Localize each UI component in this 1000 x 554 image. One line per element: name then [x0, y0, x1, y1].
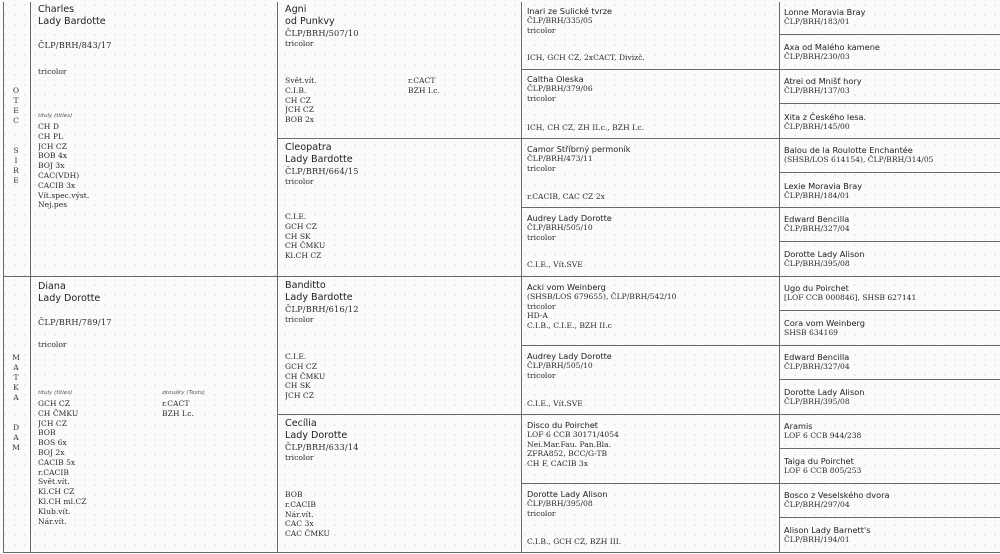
side-letter: E — [13, 176, 19, 185]
gen3-line: tricolor — [527, 25, 556, 35]
divider — [30, 2, 31, 552]
gen4-registration: (SHSB/LOS 614154), ČLP/BRH/314/05 — [784, 155, 934, 164]
gen4-registration: ČLP/BRH/137/03 — [784, 86, 850, 95]
gen3-name: Acki vom Weinberg — [527, 282, 606, 292]
gen3-line: tricolor — [527, 163, 556, 173]
gen3-line: tricolor — [527, 508, 556, 518]
title-item: GCH CZ — [285, 361, 317, 371]
gen3-line: tricolor — [527, 301, 556, 311]
dam-name-line2: Lady Dorotte — [38, 293, 101, 304]
gen4-name: Atrei od Mnišť hory — [784, 76, 862, 86]
gen4-cell — [784, 42, 998, 68]
ss-tests-list — [408, 76, 440, 96]
side-letter: R — [13, 166, 19, 175]
divider — [3, 276, 1000, 277]
gen4-registration: LOF 6 CCB 944/238 — [784, 431, 862, 440]
gen4-name: Lexie Moravia Bray — [784, 181, 863, 191]
side-letter: A — [13, 393, 19, 402]
ss-color: tricolor — [285, 38, 314, 48]
title-item: CH PL — [38, 131, 63, 141]
divider — [779, 2, 780, 552]
dd-registration: ČLP/BRH/633/14 — [285, 442, 359, 452]
title-item: CACIB 3x — [38, 180, 76, 190]
gen3-line: ČLP/BRH/395/08 — [527, 499, 593, 508]
ds-name-line1: Banditto — [285, 280, 326, 291]
title-item: CH SK — [285, 381, 311, 391]
sire-side-label — [9, 86, 23, 186]
ss-registration: ČLP/BRH/507/10 — [285, 28, 359, 38]
title-item: JCH CZ — [285, 391, 314, 401]
title-item: Kl.CH CZ — [38, 487, 75, 497]
title-item: r.CACIB — [38, 467, 69, 477]
gen3-bottom: C.I.E., Vít.SVE — [527, 260, 583, 269]
title-item: BOB 2x — [285, 115, 315, 125]
title-item: Svět.vít. — [38, 477, 70, 487]
divider — [779, 379, 1000, 380]
gen4-registration: ČLP/BRH/327/04 — [784, 362, 850, 371]
dam-tests-heading: zkoušky (Tests) — [162, 390, 205, 396]
dd-name-line2: Lady Dorotte — [285, 430, 348, 441]
sd-color: tricolor — [285, 176, 314, 186]
gen3-bottom: ICH, CH CZ, ZH II.c., BZH I.c. — [527, 123, 645, 132]
side-letter: A — [13, 433, 19, 442]
gen3-cell — [527, 213, 775, 275]
gen3-name: Inari ze Sulické tvrze — [527, 6, 613, 16]
dd-color: tricolor — [285, 452, 314, 462]
title-item: GCH CZ — [38, 399, 70, 408]
gen4-registration: SHSB 634169 — [784, 328, 839, 337]
sire-name-line2: Lady Bardotte — [38, 16, 106, 27]
divider — [779, 310, 1000, 311]
gen4-registration: ČLP/BRH/297/04 — [784, 500, 850, 509]
gen3-cell — [527, 144, 775, 206]
gen4-name: Edward Bencilla — [784, 214, 850, 224]
gen3-bottom: C.I.B., C.I.E., BZH II.c — [527, 320, 612, 330]
gen4-name: Xita z Českého lesa. — [784, 112, 867, 122]
gen3-line: Nei.Mar.Fau. Pan.Bla. — [527, 439, 612, 449]
sd-name-line1: Cleopatra — [285, 142, 332, 153]
gen3-cell — [527, 282, 775, 344]
gen4-registration: ČLP/BRH/395/08 — [784, 259, 850, 268]
gen4-cell — [784, 525, 998, 551]
gen4-cell — [784, 318, 998, 344]
divider — [3, 552, 1000, 553]
gen3-line: ČLP/BRH/335/05 — [527, 16, 593, 25]
title-item: Nár.vít. — [285, 509, 314, 519]
side-letter: E — [13, 106, 19, 115]
dam-dam-cell — [285, 418, 517, 551]
title-item: CAC ČMKU — [285, 529, 330, 539]
side-letter — [9, 403, 23, 413]
title-item: Nár.vít. — [38, 516, 67, 526]
test-item: BZH I.c. — [162, 408, 194, 418]
gen3-line: ČLP/BRH/473/11 — [527, 154, 593, 163]
ds-titles-list — [285, 352, 325, 401]
dam-sire-cell — [285, 280, 517, 412]
gen3-line: tricolor — [527, 232, 556, 242]
gen3-line: ČLP/BRH/379/06 — [527, 84, 593, 93]
title-item: CAC(VDH) — [38, 170, 80, 180]
title-item: BOB — [285, 490, 303, 499]
gen3-name: Dorotte Lady Alison — [527, 489, 608, 499]
title-item: Klub.vít. — [38, 506, 71, 516]
sd-name-line2: Lady Bardotte — [285, 154, 353, 165]
side-letter: O — [12, 86, 20, 95]
divider — [277, 414, 1000, 415]
title-item: Vít.spec.výst. — [38, 190, 90, 200]
gen4-registration: LOF 6 CCB 805/253 — [784, 466, 862, 475]
dam-registration: ČLP/BRH/789/17 — [38, 317, 112, 327]
title-item: BOB 4x — [38, 151, 68, 161]
gen4-cell — [784, 352, 998, 378]
title-item: GCH CZ — [285, 221, 317, 231]
gen4-cell — [784, 112, 998, 138]
side-letter: D — [12, 423, 20, 432]
dam-tests-list — [162, 399, 194, 419]
ss-name-line1: Agni — [285, 4, 307, 15]
gen3-cell — [527, 489, 775, 551]
gen4-registration: ČLP/BRH/184/01 — [784, 191, 850, 200]
gen3-bottom: r.CACIB, CAC CZ 2x — [527, 192, 605, 201]
test-item: r.CACT — [408, 76, 436, 85]
title-item: CH ČMKU — [285, 241, 326, 251]
side-letter — [9, 413, 23, 423]
side-letter: S — [13, 146, 19, 155]
gen4-name: Bosco z Veselského dvora — [784, 490, 890, 500]
side-letter: T — [13, 373, 19, 382]
gen3-name: Audrey Lady Dorotte — [527, 213, 612, 223]
gen4-registration: ČLP/BRH/327/04 — [784, 224, 850, 233]
gen4-name: Aramis — [784, 421, 813, 431]
title-item: Nej.pes — [38, 200, 68, 210]
sire-cell — [38, 4, 274, 274]
gen3-bottom: C.I.E., Vít.SVE — [527, 399, 583, 408]
side-letter — [9, 126, 23, 136]
gen4-cell — [784, 7, 998, 33]
gen3-bottom: ICH, GCH CZ, 2xCACT, Divizč. — [527, 53, 645, 62]
title-item: C.I.E. — [285, 352, 307, 361]
dam-side-label — [9, 353, 23, 453]
dam-titles-list — [38, 399, 87, 526]
title-item: BOJ 2x — [38, 447, 65, 457]
gen4-cell — [784, 421, 998, 447]
divider — [521, 345, 1000, 346]
gen4-registration: ČLP/BRH/183/01 — [784, 17, 850, 26]
gen3-cell — [527, 351, 775, 413]
test-item: r.CACT — [162, 399, 190, 408]
gen3-line: (SHSB/LOS 679655), ČLP/BRH/542/10 — [527, 292, 677, 301]
gen4-cell — [784, 490, 998, 516]
gen4-cell — [784, 181, 998, 207]
gen4-name: Ugo du Poirchet — [784, 283, 849, 293]
title-item: JCH CZ — [38, 418, 67, 428]
title-item: C.I.B. — [285, 85, 307, 95]
gen3-name: Disco du Poirchet — [527, 420, 599, 430]
gen4-registration: [LOF CCB 000846], SHSB 627141 — [784, 293, 917, 302]
divider — [779, 517, 1000, 518]
gen4-registration: ČLP/BRH/230/03 — [784, 52, 850, 61]
title-item: CH SK — [285, 231, 311, 241]
side-letter: A — [13, 363, 19, 372]
gen4-name: Lonne Moravia Bray — [784, 7, 866, 17]
gen4-cell — [784, 249, 998, 275]
gen3-line: CH F, CACIB 3x — [527, 458, 588, 468]
gen4-registration: ČLP/BRH/194/01 — [784, 535, 850, 544]
gen3-line: ČLP/BRH/505/10 — [527, 223, 593, 232]
side-letter: T — [13, 96, 19, 105]
title-item: CAC 3x — [285, 519, 314, 529]
test-item: BZH I.c. — [408, 85, 440, 95]
ds-registration: ČLP/BRH/616/12 — [285, 304, 359, 314]
dam-name-line1: Diana — [38, 281, 66, 292]
side-letter: K — [13, 383, 19, 392]
gen4-cell — [784, 76, 998, 102]
sire-registration: ČLP/BRH/843/17 — [38, 40, 112, 50]
dam-cell — [38, 281, 274, 551]
gen3-cell — [527, 420, 775, 482]
divider — [779, 448, 1000, 449]
sire-name-line1: Charles — [38, 4, 75, 15]
gen4-name: Dorotte Lady Alison — [784, 249, 865, 259]
divider — [3, 2, 4, 552]
divider — [277, 138, 1000, 139]
ss-name-line2: od Punkvy — [285, 16, 335, 27]
dd-name-line1: Cecília — [285, 418, 317, 429]
title-item: CH D — [38, 122, 59, 131]
gen4-registration: ČLP/BRH/145/00 — [784, 122, 850, 131]
sd-titles-list — [285, 212, 325, 261]
title-item: JCH CZ — [285, 105, 314, 115]
dam-titles-heading: tituly (titles) — [38, 390, 73, 396]
gen4-name: Dorotte Lady Alison — [784, 387, 865, 397]
gen3-line: HD-A — [527, 311, 548, 321]
title-item: CH ČMKU — [285, 371, 326, 381]
gen3-name: Audrey Lady Dorotte — [527, 351, 612, 361]
divider — [277, 2, 278, 552]
side-letter — [9, 136, 23, 146]
gen3-name: Caltha Oleska — [527, 74, 584, 84]
gen4-name: Cora vom Weinberg — [784, 318, 865, 328]
gen3-line: LOF 6 CCB 30171/4054 — [527, 430, 619, 439]
gen3-line: tricolor — [527, 370, 556, 380]
divider — [779, 103, 1000, 104]
side-letter: M — [12, 353, 20, 362]
sire-titles-heading: tituly (titles) — [38, 113, 73, 119]
divider — [521, 483, 1000, 484]
title-item: Kl.CH CZ — [285, 251, 322, 261]
gen3-line: ČLP/BRH/505/10 — [527, 361, 593, 370]
side-letter: I — [14, 156, 18, 165]
title-item: C.I.E. — [285, 212, 307, 221]
gen3-cell — [527, 74, 775, 136]
title-item: r.CACIB — [285, 499, 316, 509]
divider — [779, 241, 1000, 242]
gen4-name: Edward Bencilla — [784, 352, 850, 362]
gen4-cell — [784, 456, 998, 482]
gen4-name: Alison Lady Barnett's — [784, 525, 871, 535]
gen4-cell — [784, 283, 998, 309]
title-item: CACIB 5x — [38, 457, 76, 467]
title-item: BOS 6x — [38, 438, 67, 448]
title-item: BOJ 3x — [38, 161, 65, 171]
divider — [521, 2, 522, 552]
title-item: Kl.CH ml.CZ — [38, 496, 87, 506]
gen3-bottom: C.I.B., GCH CZ, BZH III. — [527, 537, 622, 546]
title-item: CH ČMKU — [38, 408, 79, 418]
gen3-cell — [527, 6, 775, 68]
gen3-name: Camor Stříbrný permoník — [527, 144, 631, 154]
ds-color: tricolor — [285, 314, 314, 324]
sire-sire-cell — [285, 4, 517, 136]
title-item: CH CZ — [285, 95, 311, 105]
sd-registration: ČLP/BRH/664/15 — [285, 166, 359, 176]
divider — [521, 69, 1000, 70]
divider — [779, 172, 1000, 173]
sire-titles-list — [38, 122, 89, 210]
ss-titles-list — [285, 76, 317, 125]
title-item: BOB — [38, 428, 56, 438]
gen4-cell — [784, 145, 998, 171]
gen4-cell — [784, 387, 998, 413]
divider — [779, 34, 1000, 35]
gen3-line: ZFRA852, BCC/G-TB — [527, 449, 608, 459]
gen4-name: Axa od Malého kamene — [784, 42, 880, 52]
title-item: Svět.vít. — [285, 76, 317, 85]
side-letter: M — [12, 443, 20, 452]
sire-color: tricolor — [38, 67, 67, 76]
title-item: JCH CZ — [38, 141, 67, 151]
gen4-registration: ČLP/BRH/395/08 — [784, 397, 850, 406]
divider — [521, 207, 1000, 208]
dam-color: tricolor — [38, 340, 67, 349]
gen3-line: tricolor — [527, 93, 556, 103]
gen4-cell — [784, 214, 998, 240]
sire-dam-cell — [285, 142, 517, 274]
gen4-name: Taiga du Poirchet — [784, 456, 854, 466]
gen4-name: Balou de la Roulotte Enchantée — [784, 145, 913, 155]
dd-titles-list — [285, 490, 330, 539]
side-letter: C — [13, 116, 19, 125]
ds-name-line2: Lady Bardotte — [285, 292, 353, 303]
